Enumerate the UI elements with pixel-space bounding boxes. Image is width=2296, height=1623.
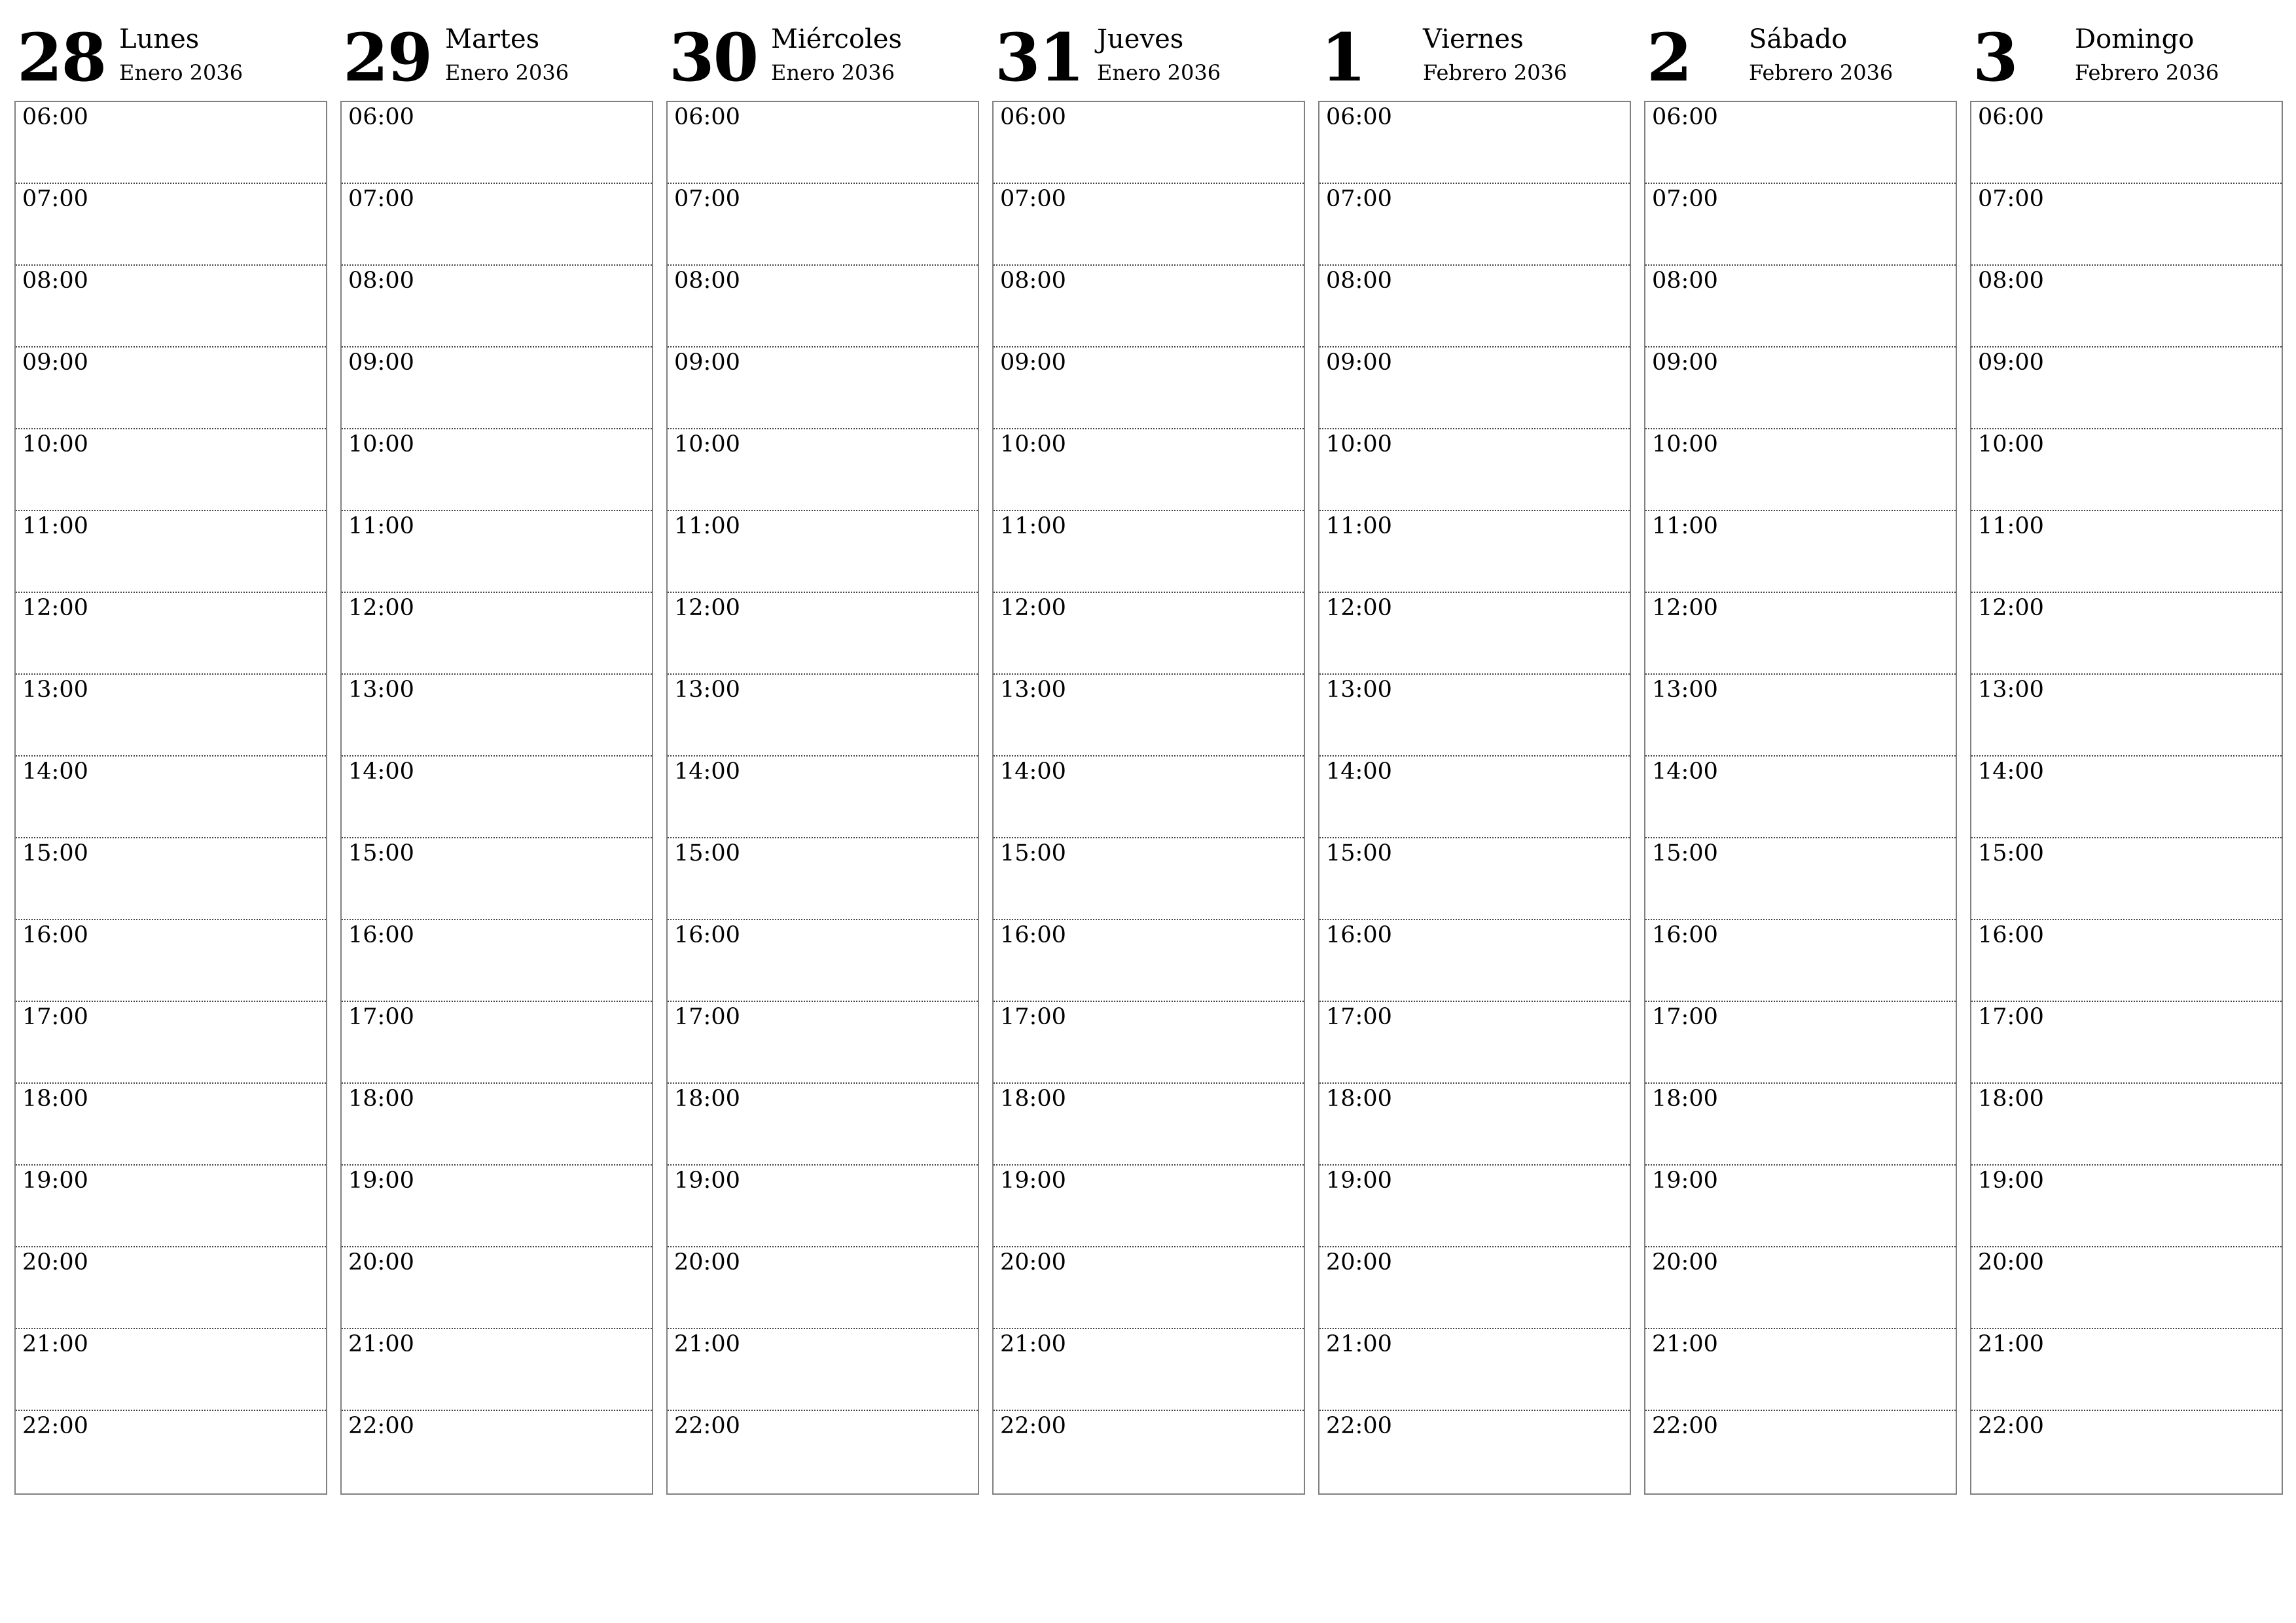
hour-label: 12:00 xyxy=(22,595,88,621)
hour-label: 22:00 xyxy=(674,1413,740,1439)
hour-label: 10:00 xyxy=(22,431,88,457)
hour-label: 12:00 xyxy=(1000,595,1066,621)
hour-label: 16:00 xyxy=(1652,922,1718,948)
hour-slot xyxy=(1319,266,1630,348)
day-column xyxy=(14,18,327,1499)
day-header xyxy=(1318,18,1631,99)
day-column xyxy=(666,18,979,1499)
hour-label: 09:00 xyxy=(1000,349,1066,376)
hour-slot xyxy=(342,1411,652,1493)
hour-slot xyxy=(342,593,652,675)
week-planner xyxy=(14,18,2289,1499)
hour-slot xyxy=(1645,1084,1956,1166)
day-number: 30 xyxy=(669,19,758,96)
hour-slot xyxy=(668,838,978,920)
hour-slot xyxy=(994,102,1304,184)
hour-label: 10:00 xyxy=(1978,431,2044,457)
hour-label: 15:00 xyxy=(1978,840,2044,866)
hour-label: 20:00 xyxy=(22,1249,88,1275)
hour-slot xyxy=(1971,1166,2282,1247)
hour-label: 18:00 xyxy=(1000,1086,1066,1112)
hour-slot xyxy=(1319,1247,1630,1329)
hour-slot xyxy=(342,757,652,838)
hour-label: 21:00 xyxy=(1000,1331,1066,1357)
hour-slot xyxy=(1319,511,1630,593)
hour-label: 22:00 xyxy=(1326,1413,1392,1439)
day-header xyxy=(14,18,327,99)
day-column xyxy=(340,18,653,1499)
hour-slot xyxy=(16,348,326,429)
hour-label: 06:00 xyxy=(1978,104,2044,130)
hour-slot xyxy=(1971,184,2282,266)
hour-label: 13:00 xyxy=(1978,677,2044,703)
month-year-label: Febrero 2036 xyxy=(1423,60,1568,85)
hour-label: 15:00 xyxy=(22,840,88,866)
hour-slot xyxy=(1319,1329,1630,1411)
hour-slot xyxy=(16,102,326,184)
hour-slot xyxy=(16,1084,326,1166)
hour-label: 12:00 xyxy=(1326,595,1392,621)
hour-slot xyxy=(994,920,1304,1002)
hour-slot xyxy=(668,593,978,675)
hour-slot xyxy=(342,266,652,348)
day-number: 28 xyxy=(17,19,106,96)
hour-slot xyxy=(994,1002,1304,1084)
hour-slot xyxy=(16,511,326,593)
hour-label: 18:00 xyxy=(348,1086,414,1112)
hour-label: 10:00 xyxy=(1652,431,1718,457)
hour-slot xyxy=(1319,1166,1630,1247)
hour-label: 11:00 xyxy=(1652,513,1718,539)
hour-label: 10:00 xyxy=(1000,431,1066,457)
hour-slot xyxy=(16,1329,326,1411)
hour-label: 08:00 xyxy=(1000,268,1066,294)
hour-label: 10:00 xyxy=(674,431,740,457)
day-schedule-box xyxy=(1970,101,2283,1495)
hour-label: 09:00 xyxy=(22,349,88,376)
day-number: 2 xyxy=(1647,19,1691,96)
hour-label: 16:00 xyxy=(1326,922,1392,948)
hour-slot xyxy=(994,675,1304,757)
day-name: Viernes xyxy=(1423,24,1524,54)
hour-slot xyxy=(1319,838,1630,920)
hour-label: 21:00 xyxy=(1652,1331,1718,1357)
hour-label: 17:00 xyxy=(348,1004,414,1030)
hour-label: 20:00 xyxy=(674,1249,740,1275)
hour-label: 14:00 xyxy=(1000,758,1066,785)
hour-slot xyxy=(1971,757,2282,838)
hour-slot xyxy=(994,757,1304,838)
hour-slot xyxy=(994,593,1304,675)
day-schedule-box xyxy=(340,101,653,1495)
hour-slot xyxy=(994,1329,1304,1411)
hour-slot xyxy=(1645,757,1956,838)
hour-slot xyxy=(1971,266,2282,348)
hour-label: 21:00 xyxy=(1978,1331,2044,1357)
hour-label: 11:00 xyxy=(1978,513,2044,539)
hour-label: 07:00 xyxy=(1326,186,1392,212)
month-year-label: Enero 2036 xyxy=(119,60,243,85)
hour-slot xyxy=(994,838,1304,920)
day-number: 3 xyxy=(1973,19,2017,96)
hour-slot xyxy=(1971,348,2282,429)
hour-label: 20:00 xyxy=(1326,1249,1392,1275)
day-schedule-box xyxy=(14,101,327,1495)
day-header xyxy=(1970,18,2283,99)
hour-slot xyxy=(342,102,652,184)
day-schedule-box xyxy=(992,101,1305,1495)
hour-label: 11:00 xyxy=(22,513,88,539)
day-name: Martes xyxy=(445,24,540,54)
hour-slot xyxy=(994,348,1304,429)
hour-label: 14:00 xyxy=(674,758,740,785)
hour-label: 19:00 xyxy=(1978,1168,2044,1194)
hour-label: 17:00 xyxy=(1326,1004,1392,1030)
hour-label: 19:00 xyxy=(1652,1168,1718,1194)
hour-slot xyxy=(342,838,652,920)
hour-slot xyxy=(1971,1329,2282,1411)
hour-label: 09:00 xyxy=(1978,349,2044,376)
hour-label: 21:00 xyxy=(674,1331,740,1357)
day-schedule-box xyxy=(1644,101,1957,1495)
hour-label: 11:00 xyxy=(1000,513,1066,539)
hour-label: 16:00 xyxy=(674,922,740,948)
day-header xyxy=(666,18,979,99)
hour-slot xyxy=(1319,1411,1630,1493)
hour-slot xyxy=(16,1002,326,1084)
hour-label: 07:00 xyxy=(674,186,740,212)
hour-slot xyxy=(342,1002,652,1084)
hour-label: 08:00 xyxy=(1978,268,2044,294)
hour-label: 22:00 xyxy=(1978,1413,2044,1439)
hour-slot xyxy=(1645,102,1956,184)
hour-label: 12:00 xyxy=(674,595,740,621)
hour-label: 11:00 xyxy=(1326,513,1392,539)
hour-slot xyxy=(1971,838,2282,920)
hour-slot xyxy=(668,1329,978,1411)
month-year-label: Febrero 2036 xyxy=(1749,60,1893,85)
hour-slot xyxy=(1645,429,1956,511)
hour-label: 19:00 xyxy=(348,1168,414,1194)
hour-slot xyxy=(1319,184,1630,266)
hour-slot xyxy=(668,920,978,1002)
day-column xyxy=(1318,18,1631,1499)
hour-label: 12:00 xyxy=(1978,595,2044,621)
hour-slot xyxy=(1645,920,1956,1002)
hour-slot xyxy=(1971,675,2282,757)
hour-slot xyxy=(994,184,1304,266)
day-name: Jueves xyxy=(1097,24,1184,54)
hour-label: 18:00 xyxy=(22,1086,88,1112)
hour-label: 07:00 xyxy=(1652,186,1718,212)
hour-slot xyxy=(342,348,652,429)
month-year-label: Enero 2036 xyxy=(1097,60,1221,85)
hour-label: 11:00 xyxy=(348,513,414,539)
day-name: Miércoles xyxy=(771,24,903,54)
hour-label: 15:00 xyxy=(674,840,740,866)
hour-slot xyxy=(668,184,978,266)
hour-label: 21:00 xyxy=(348,1331,414,1357)
hour-label: 22:00 xyxy=(348,1413,414,1439)
hour-slot xyxy=(16,429,326,511)
hour-slot xyxy=(1319,429,1630,511)
hour-label: 17:00 xyxy=(22,1004,88,1030)
hour-label: 19:00 xyxy=(1000,1168,1066,1194)
month-year-label: Febrero 2036 xyxy=(2075,60,2219,85)
day-name: Domingo xyxy=(2075,24,2195,54)
hour-label: 20:00 xyxy=(348,1249,414,1275)
hour-slot xyxy=(16,675,326,757)
hour-slot xyxy=(1645,1166,1956,1247)
hour-label: 12:00 xyxy=(348,595,414,621)
hour-label: 09:00 xyxy=(674,349,740,376)
hour-slot xyxy=(16,593,326,675)
hour-slot xyxy=(1971,1002,2282,1084)
hour-slot xyxy=(994,1166,1304,1247)
day-header xyxy=(340,18,653,99)
hour-slot xyxy=(1645,348,1956,429)
day-number: 1 xyxy=(1321,19,1365,96)
hour-label: 16:00 xyxy=(22,922,88,948)
hour-label: 09:00 xyxy=(1652,349,1718,376)
hour-slot xyxy=(342,1084,652,1166)
hour-label: 21:00 xyxy=(22,1331,88,1357)
day-number: 31 xyxy=(995,19,1084,96)
day-name: Sábado xyxy=(1749,24,1848,54)
hour-slot xyxy=(16,1166,326,1247)
hour-slot xyxy=(1645,511,1956,593)
hour-label: 07:00 xyxy=(348,186,414,212)
hour-label: 13:00 xyxy=(22,677,88,703)
day-column xyxy=(1644,18,1957,1499)
hour-label: 10:00 xyxy=(1326,431,1392,457)
hour-slot xyxy=(668,675,978,757)
hour-label: 06:00 xyxy=(22,104,88,130)
hour-slot xyxy=(1971,1247,2282,1329)
hour-label: 15:00 xyxy=(1000,840,1066,866)
hour-slot xyxy=(1971,1411,2282,1493)
hour-label: 20:00 xyxy=(1652,1249,1718,1275)
hour-label: 08:00 xyxy=(674,268,740,294)
hour-label: 15:00 xyxy=(348,840,414,866)
day-number: 29 xyxy=(343,19,432,96)
day-schedule-box xyxy=(666,101,979,1495)
hour-label: 09:00 xyxy=(348,349,414,376)
hour-label: 08:00 xyxy=(1652,268,1718,294)
hour-slot xyxy=(342,675,652,757)
hour-slot xyxy=(994,429,1304,511)
hour-label: 13:00 xyxy=(674,677,740,703)
hour-slot xyxy=(668,1411,978,1493)
hour-label: 21:00 xyxy=(1326,1331,1392,1357)
hour-slot xyxy=(1971,511,2282,593)
hour-label: 14:00 xyxy=(1652,758,1718,785)
hour-slot xyxy=(16,920,326,1002)
hour-label: 22:00 xyxy=(1652,1413,1718,1439)
hour-slot xyxy=(668,757,978,838)
hour-label: 18:00 xyxy=(1326,1086,1392,1112)
hour-slot xyxy=(342,429,652,511)
hour-slot xyxy=(1971,920,2282,1002)
hour-slot xyxy=(342,1247,652,1329)
hour-slot xyxy=(994,1084,1304,1166)
hour-slot xyxy=(1645,838,1956,920)
hour-slot xyxy=(1971,1084,2282,1166)
hour-label: 13:00 xyxy=(1000,677,1066,703)
hour-label: 17:00 xyxy=(1652,1004,1718,1030)
hour-slot xyxy=(16,184,326,266)
month-year-label: Enero 2036 xyxy=(771,60,895,85)
hour-label: 12:00 xyxy=(1652,595,1718,621)
hour-label: 14:00 xyxy=(1978,758,2044,785)
hour-slot xyxy=(16,757,326,838)
hour-slot xyxy=(668,348,978,429)
hour-slot xyxy=(1319,920,1630,1002)
day-column xyxy=(1970,18,2283,1499)
hour-label: 09:00 xyxy=(1326,349,1392,376)
hour-slot xyxy=(342,511,652,593)
hour-label: 18:00 xyxy=(1978,1086,2044,1112)
hour-label: 13:00 xyxy=(348,677,414,703)
hour-label: 06:00 xyxy=(674,104,740,130)
hour-label: 13:00 xyxy=(1326,677,1392,703)
hour-label: 15:00 xyxy=(1652,840,1718,866)
hour-slot xyxy=(1645,1329,1956,1411)
hour-slot xyxy=(16,838,326,920)
hour-slot xyxy=(668,1002,978,1084)
hour-slot xyxy=(16,266,326,348)
hour-slot xyxy=(994,1411,1304,1493)
hour-label: 19:00 xyxy=(22,1168,88,1194)
hour-label: 18:00 xyxy=(674,1086,740,1112)
hour-label: 22:00 xyxy=(1000,1413,1066,1439)
day-header xyxy=(1644,18,1957,99)
hour-slot xyxy=(342,1329,652,1411)
hour-slot xyxy=(16,1411,326,1493)
hour-slot xyxy=(1319,757,1630,838)
hour-label: 08:00 xyxy=(1326,268,1392,294)
hour-slot xyxy=(1971,593,2282,675)
hour-slot xyxy=(342,920,652,1002)
hour-label: 07:00 xyxy=(1978,186,2044,212)
hour-slot xyxy=(1319,348,1630,429)
hour-label: 18:00 xyxy=(1652,1086,1718,1112)
hour-label: 14:00 xyxy=(22,758,88,785)
hour-slot xyxy=(1645,593,1956,675)
hour-slot xyxy=(668,1247,978,1329)
hour-label: 15:00 xyxy=(1326,840,1392,866)
hour-label: 17:00 xyxy=(1978,1004,2044,1030)
hour-slot xyxy=(1319,1002,1630,1084)
day-header xyxy=(992,18,1305,99)
hour-label: 06:00 xyxy=(1000,104,1066,130)
hour-slot xyxy=(1645,1247,1956,1329)
hour-label: 06:00 xyxy=(1326,104,1392,130)
hour-label: 14:00 xyxy=(348,758,414,785)
hour-label: 16:00 xyxy=(1000,922,1066,948)
hour-slot xyxy=(668,1166,978,1247)
hour-slot xyxy=(342,1166,652,1247)
day-column xyxy=(992,18,1305,1499)
hour-slot xyxy=(1971,429,2282,511)
hour-label: 08:00 xyxy=(22,268,88,294)
hour-slot xyxy=(1645,1411,1956,1493)
hour-label: 22:00 xyxy=(22,1413,88,1439)
hour-slot xyxy=(994,1247,1304,1329)
hour-slot xyxy=(1319,675,1630,757)
hour-slot xyxy=(668,1084,978,1166)
hour-slot xyxy=(668,511,978,593)
day-schedule-box xyxy=(1318,101,1631,1495)
hour-slot xyxy=(1645,675,1956,757)
hour-label: 10:00 xyxy=(348,431,414,457)
hour-label: 07:00 xyxy=(22,186,88,212)
hour-label: 19:00 xyxy=(1326,1168,1392,1194)
hour-label: 16:00 xyxy=(1978,922,2044,948)
hour-slot xyxy=(994,511,1304,593)
hour-label: 20:00 xyxy=(1000,1249,1066,1275)
hour-label: 17:00 xyxy=(1000,1004,1066,1030)
hour-slot xyxy=(1971,102,2282,184)
hour-label: 07:00 xyxy=(1000,186,1066,212)
hour-label: 13:00 xyxy=(1652,677,1718,703)
hour-slot xyxy=(668,429,978,511)
hour-slot xyxy=(668,266,978,348)
month-year-label: Enero 2036 xyxy=(445,60,569,85)
hour-slot xyxy=(1319,1084,1630,1166)
hour-slot xyxy=(994,266,1304,348)
hour-slot xyxy=(668,102,978,184)
hour-slot xyxy=(1645,1002,1956,1084)
hour-label: 11:00 xyxy=(674,513,740,539)
hour-slot xyxy=(1645,184,1956,266)
hour-slot xyxy=(342,184,652,266)
hour-label: 06:00 xyxy=(1652,104,1718,130)
hour-label: 06:00 xyxy=(348,104,414,130)
hour-label: 16:00 xyxy=(348,922,414,948)
hour-label: 08:00 xyxy=(348,268,414,294)
hour-label: 14:00 xyxy=(1326,758,1392,785)
hour-slot xyxy=(1319,102,1630,184)
hour-slot xyxy=(1319,593,1630,675)
hour-label: 20:00 xyxy=(1978,1249,2044,1275)
hour-label: 17:00 xyxy=(674,1004,740,1030)
day-name: Lunes xyxy=(119,24,200,54)
hour-slot xyxy=(1645,266,1956,348)
hour-label: 19:00 xyxy=(674,1168,740,1194)
hour-slot xyxy=(16,1247,326,1329)
